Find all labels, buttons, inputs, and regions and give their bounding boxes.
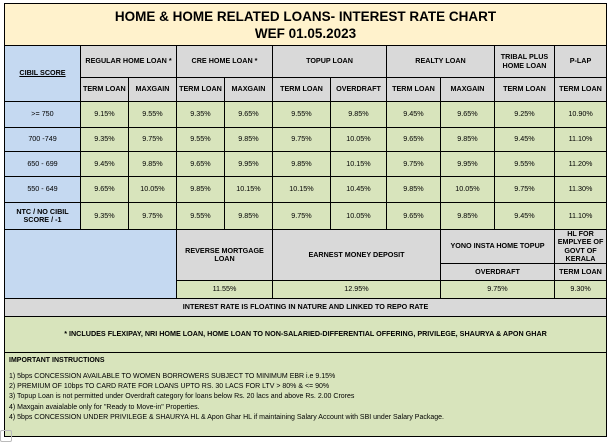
cibil-score-cell: >= 750: [5, 102, 81, 128]
rate-cell: 9.85%: [177, 177, 225, 203]
table-row: [5, 128, 607, 152]
rate-cell: 10.05%: [331, 128, 387, 152]
cibil-score-header: CIBIL SCORE: [5, 46, 81, 102]
rate-cell: 9.55%: [129, 102, 177, 128]
important-instructions: [5, 353, 607, 437]
chart-title-line2: WEF 01.05.2023: [254, 25, 357, 41]
rate-cell: 9.75%: [273, 128, 331, 152]
instruction-item: 4) Maxgain avaialable only for "Ready to Move-in" Properties.: [9, 403, 200, 411]
rate-cell: 9.65%: [387, 203, 441, 230]
cibil-score-cell: 650 - 699: [5, 152, 81, 177]
rate-cell: 9.55%: [177, 203, 225, 230]
instruction-item: 4) 5bps CONCESSION UNDER PRIVILEGE & SHAURYA HL & Apon Ghar HL if maintaining Salary Account with SBI under Salary Package.: [9, 414, 444, 422]
subcol-header: TERM LOAN: [555, 78, 607, 102]
rate-cell: 9.55%: [273, 102, 331, 128]
group-tribal-plus: TRIBAL PLUS HOME LOAN: [495, 46, 555, 78]
rate-cell: 9.15%: [81, 102, 129, 128]
rate-cell: 10.05%: [441, 177, 495, 203]
rate-cell: 11.10%: [555, 203, 607, 230]
subcol-header: OVERDRAFT: [331, 78, 387, 102]
rate-cell: 9.95%: [441, 152, 495, 177]
rate-cell: 9.65%: [81, 177, 129, 203]
group-cre-home-loan: CRE HOME LOAN *: [177, 46, 273, 78]
rate-cell: 9.65%: [177, 152, 225, 177]
rate-cell: 9.55%: [495, 152, 555, 177]
rate-cell: 10.05%: [331, 203, 387, 230]
floating-rate-note: INTEREST RATE IS FLOATING IN NATURE AND LINKED TO REPO RATE: [5, 299, 607, 317]
table-row: [5, 152, 607, 177]
cibil-score-cell: NTC / NO CIBIL SCORE / -1: [5, 203, 81, 230]
includes-note: * INCLUDES FLEXIPAY, NRI HOME LOAN, HOME LOAN TO NON-SALARIED-DIFFERENTIAL OFFERING, PRIVILEGE, SHAURYA & APON GHAR: [5, 317, 607, 353]
rate-cell: 9.75%: [273, 203, 331, 230]
rate-cell: 9.45%: [495, 203, 555, 230]
reverse-mortgage-label: REVERSE MORTGAGE LOAN: [177, 230, 273, 281]
rate-cell: 11.20%: [555, 152, 607, 177]
rate-cell: 9.35%: [81, 128, 129, 152]
subcol-header: TERM LOAN: [177, 78, 225, 102]
rate-cell: 9.85%: [273, 152, 331, 177]
rate-cell: 9.85%: [225, 128, 273, 152]
instruction-item: 2) PREMIUM OF 10bps TO CARD RATE FOR LOANS UPTO RS. 30 LACS FOR LTV > 80% & <= 90%: [9, 382, 330, 390]
subcol-header: TERM LOAN: [387, 78, 441, 102]
subcol-header: TERM LOAN: [81, 78, 129, 102]
rate-cell: 11.30%: [555, 177, 607, 203]
subcol-header: TERM LOAN: [273, 78, 331, 102]
subcol-header: MAXGAIN: [225, 78, 273, 102]
earnest-money-label: EARNEST MONEY DEPOSIT: [273, 230, 441, 281]
subcol-header: TERM LOAN: [495, 78, 555, 102]
rate-cell: 10.15%: [225, 177, 273, 203]
rate-cell: 9.25%: [495, 102, 555, 128]
group-p-lap: P-LAP: [555, 46, 607, 78]
reverse-mortgage-rate: 11.55%: [177, 281, 273, 299]
rate-cell: 10.90%: [555, 102, 607, 128]
rate-cell: 9.75%: [495, 177, 555, 203]
rate-cell: 9.45%: [387, 102, 441, 128]
rate-cell: 9.95%: [225, 152, 273, 177]
rate-cell: 9.75%: [129, 203, 177, 230]
instruction-item: 3) Topup Loan is not permitted under Overdraft category for loans below Rs. 20 lacs and above Rs. 2.00 Crores: [9, 393, 355, 401]
rate-cell: 9.75%: [387, 152, 441, 177]
table-row: [5, 177, 607, 203]
govt-employee-label: HL FOR EMPLYEE OF GOVT OF KERALA: [555, 230, 607, 264]
rate-cell: 10.15%: [331, 152, 387, 177]
instructions-title: IMPORTANT INSTRUCTIONS: [9, 357, 105, 365]
rate-cell: 9.65%: [387, 128, 441, 152]
group-regular-home-loan: REGULAR HOME LOAN *: [81, 46, 177, 78]
subcol-header: MAXGAIN: [129, 78, 177, 102]
table-row: [5, 102, 607, 128]
yono-insta-rate: 9.75%: [441, 281, 555, 299]
rate-cell: 9.85%: [441, 128, 495, 152]
rate-cell: 9.85%: [225, 203, 273, 230]
rate-cell: 10.05%: [129, 177, 177, 203]
rate-chart-table: [4, 3, 607, 437]
subcol-header: MAXGAIN: [441, 78, 495, 102]
rate-cell: 9.45%: [81, 152, 129, 177]
corner-icon: [0, 430, 12, 442]
rate-cell: 9.55%: [177, 128, 225, 152]
rate-cell: 9.85%: [331, 102, 387, 128]
rate-cell: 9.45%: [495, 128, 555, 152]
chart-title: [5, 4, 607, 46]
yono-insta-label: YONO INSTA HOME TOPUP: [441, 230, 555, 264]
table-row: [5, 203, 607, 230]
rate-cell: 10.45%: [331, 177, 387, 203]
group-topup-loan: TOPUP LOAN: [273, 46, 387, 78]
rate-cell: 9.75%: [129, 128, 177, 152]
rate-cell: 10.15%: [273, 177, 331, 203]
cibil-score-cell: 550 - 649: [5, 177, 81, 203]
yono-overdraft-label: OVERDRAFT: [441, 264, 555, 281]
govt-term-loan-rate: 9.30%: [555, 281, 607, 299]
rate-cell: 9.85%: [441, 203, 495, 230]
rate-chart-sheet: [4, 3, 606, 437]
group-realty-loan: REALTY LOAN: [387, 46, 495, 78]
rate-cell: 9.65%: [225, 102, 273, 128]
rate-cell: 11.10%: [555, 128, 607, 152]
rate-cell: 9.65%: [441, 102, 495, 128]
earnest-money-rate: 12.95%: [273, 281, 441, 299]
rate-cell: 9.35%: [177, 102, 225, 128]
govt-term-loan-label: TERM LOAN: [555, 264, 607, 281]
instruction-item: 1) 5bps CONCESSION AVAILABLE TO WOMEN BORROWERS SUBJECT TO MINIMUM EBR i.e 9.15%: [9, 372, 336, 380]
rate-cell: 9.85%: [387, 177, 441, 203]
chart-title-line1: HOME & HOME RELATED LOANS- INTEREST RATE CHART: [114, 8, 497, 24]
rate-cell: 9.85%: [129, 152, 177, 177]
cibil-score-cell: 700 -749: [5, 128, 81, 152]
blank-block: [5, 230, 177, 299]
rate-cell: 9.35%: [81, 203, 129, 230]
